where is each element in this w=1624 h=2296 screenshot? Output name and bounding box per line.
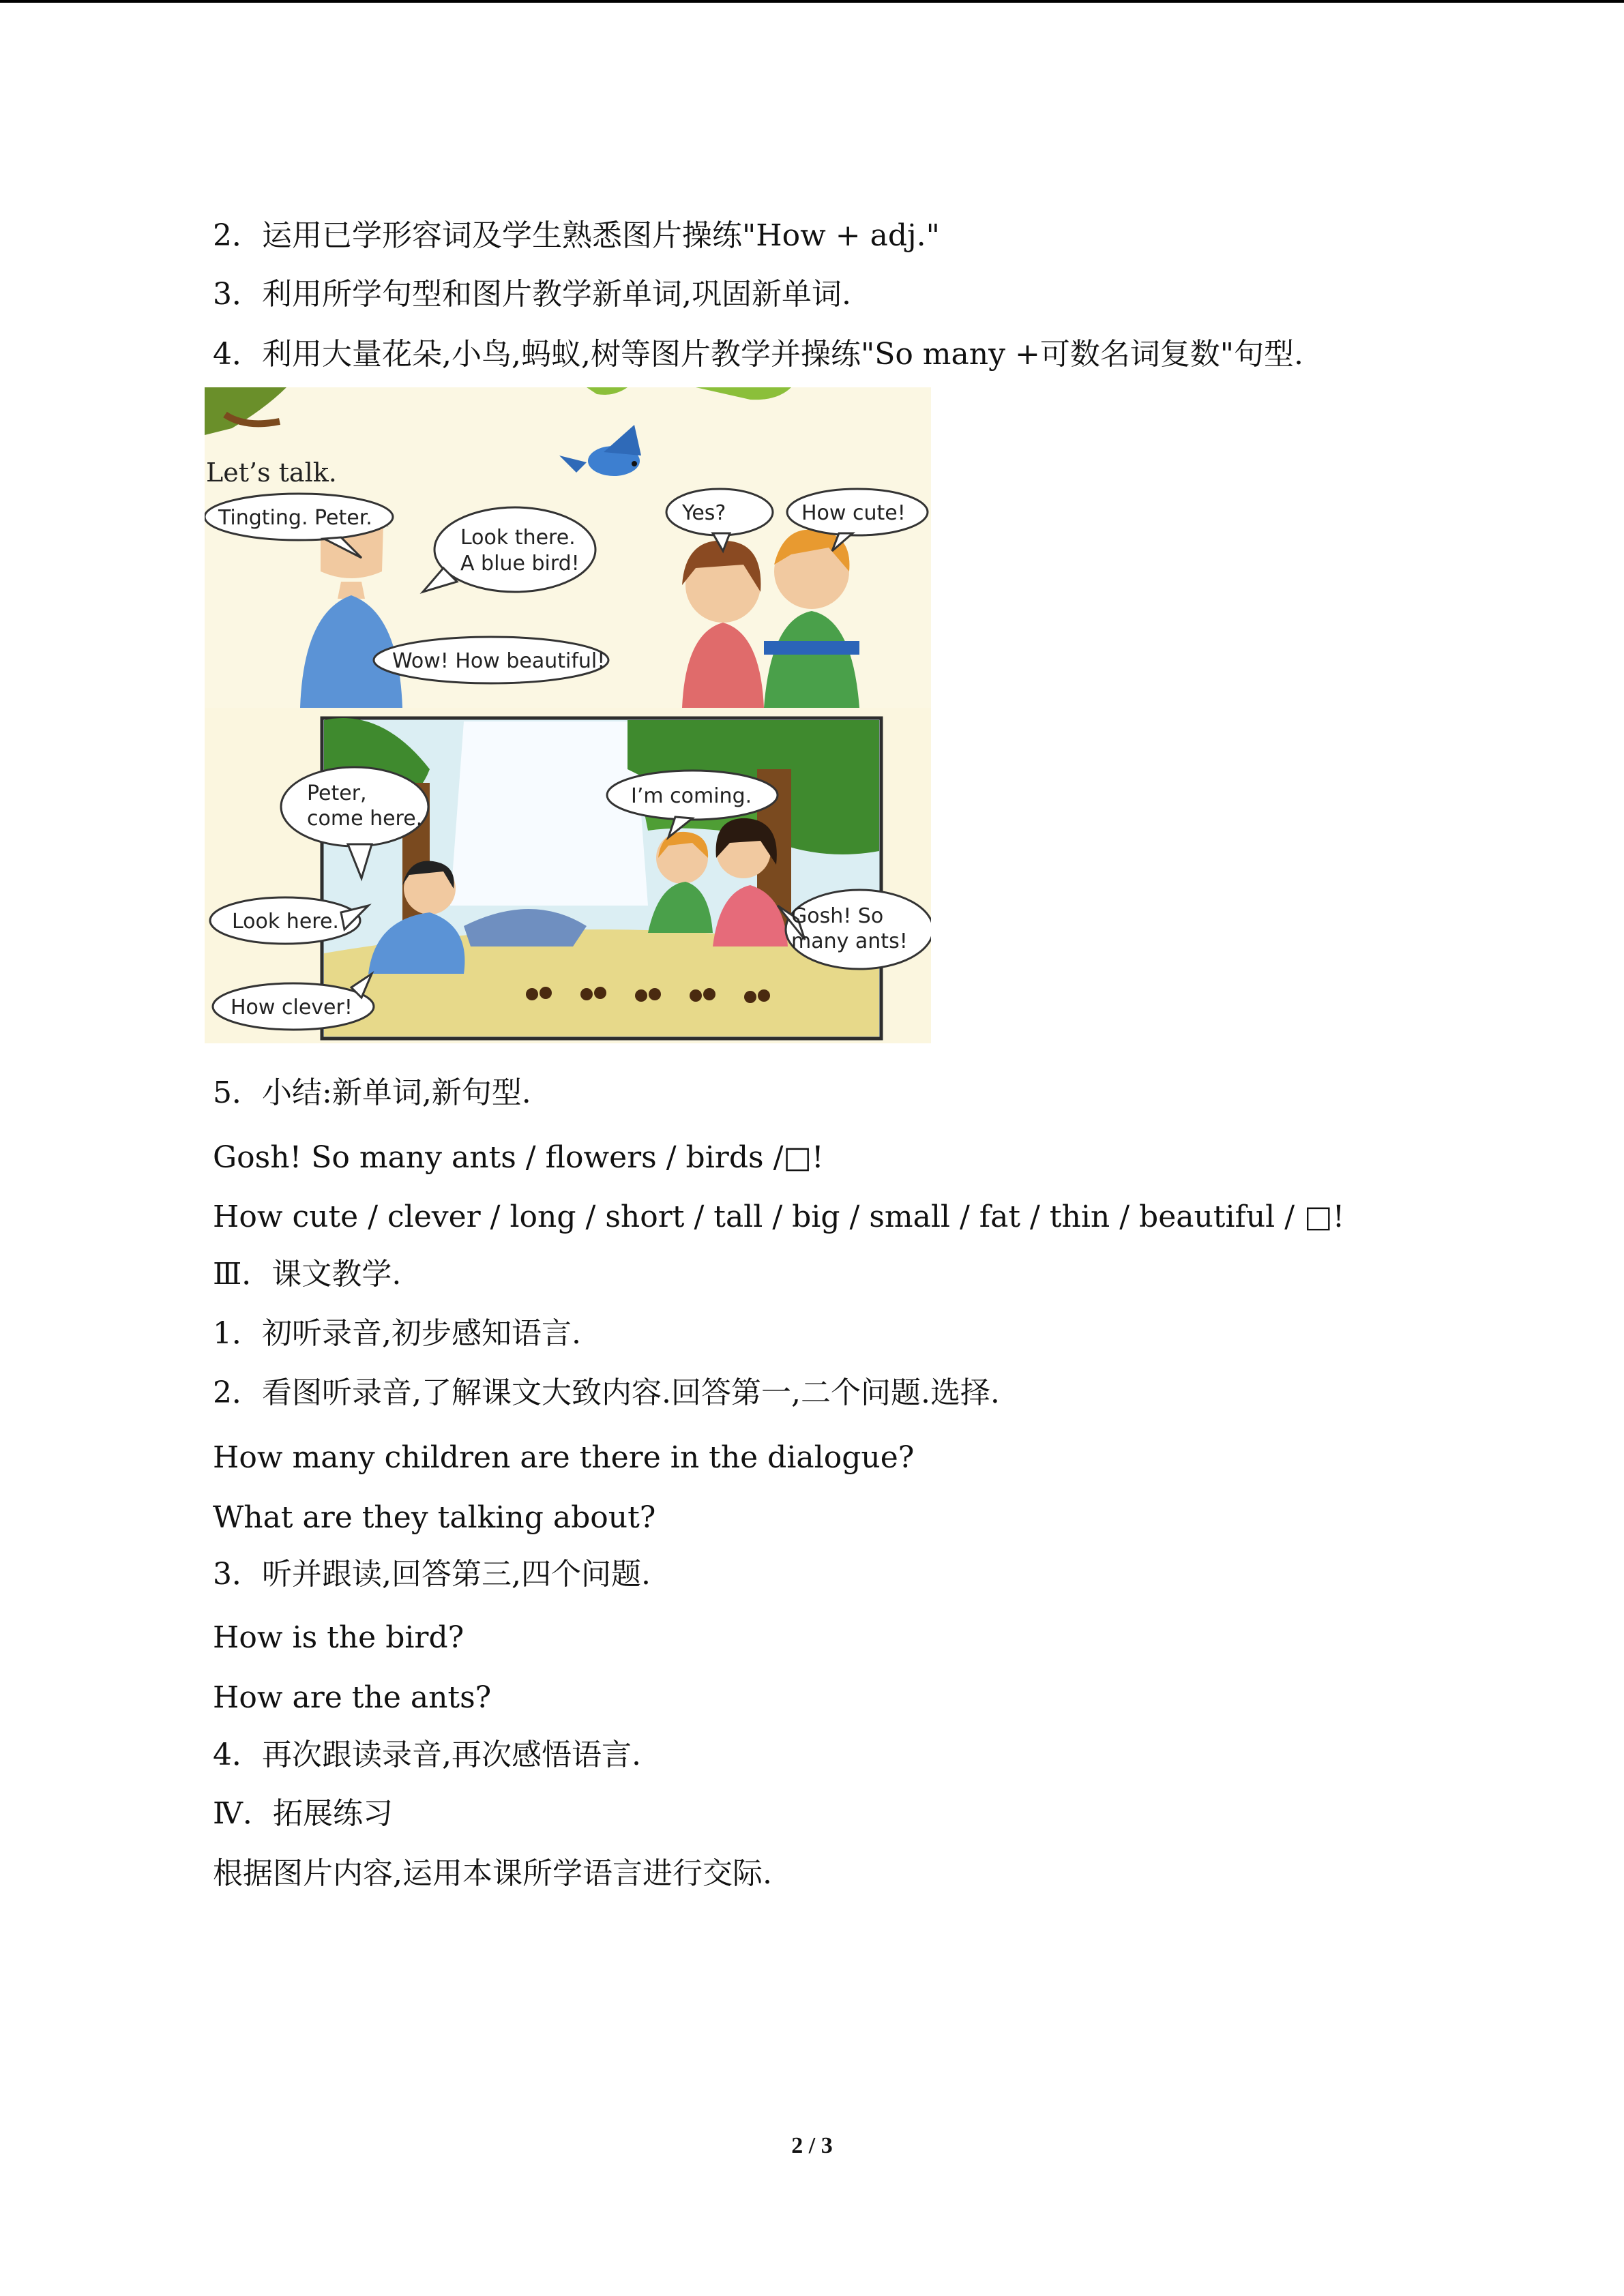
speech-bubble [374,637,608,683]
section-heading: Ⅲ．课文教学. [213,1257,402,1292]
top-border [0,0,1624,3]
text-line: 4．利用大量花朵,小鸟,蚂蚁,树等图片教学并操练"So many +可数名词复数"句型. [213,337,1304,372]
text-line: 2．看图听录音,了解课文大致内容.回答第一,二个问题.选择. [213,1375,1000,1410]
svg-text:Look here.: Look here. [232,910,339,934]
svg-text:I’m coming.: I’m coming. [631,784,752,808]
text-line: How cute / clever / long / short / tall / big / small / fat / thin / beautiful / □! [213,1199,1345,1234]
svg-text:Peter,: Peter, [307,781,367,805]
svg-text:How cute!: How cute! [801,501,906,525]
svg-text:Yes?: Yes? [682,501,726,525]
page-number: 2 / 3 [791,2133,833,2158]
text-line: 2．运用已学形容词及学生熟悉图片操练"How + adj." [213,218,940,253]
svg-text:Tingting. Peter.: Tingting. Peter. [218,506,372,530]
text-line: 根据图片内容,运用本课所学语言进行交际. [213,1856,772,1891]
svg-text:A blue bird!: A blue bird! [460,552,580,576]
text-line: 5．小结:新单词,新句型. [213,1075,531,1110]
question-line: What are they talking about? [213,1500,656,1535]
lets-talk-illustration [205,387,931,1043]
text-line: Gosh! So many ants / flowers / birds /□! [213,1140,824,1175]
text-line: 1．初听录音,初步感知语言. [213,1316,581,1351]
section-heading: Ⅳ．拓展练习 [213,1796,393,1831]
svg-text:many ants!: many ants! [791,929,908,953]
text-line: 3．利用所学句型和图片教学新单词,巩固新单词. [213,277,851,312]
svg-text:Wow! How beautiful!: Wow! How beautiful! [392,649,606,673]
text-line: 3．听并跟读,回答第三,四个问题. [213,1557,651,1592]
svg-text:Look there.: Look there. [460,526,576,550]
question-line: How many children are there in the dialogue? [213,1440,915,1475]
svg-text:How clever!: How clever! [231,996,353,1019]
question-line: How is the bird? [213,1620,464,1655]
svg-text:Gosh! So: Gosh! So [791,904,884,928]
svg-text:come here.: come here. [307,807,423,831]
text-line: 4．再次跟读录音,再次感悟语言. [213,1738,641,1772]
figure-title: Let’s talk. [206,458,337,488]
question-line: How are the ants? [213,1680,492,1715]
